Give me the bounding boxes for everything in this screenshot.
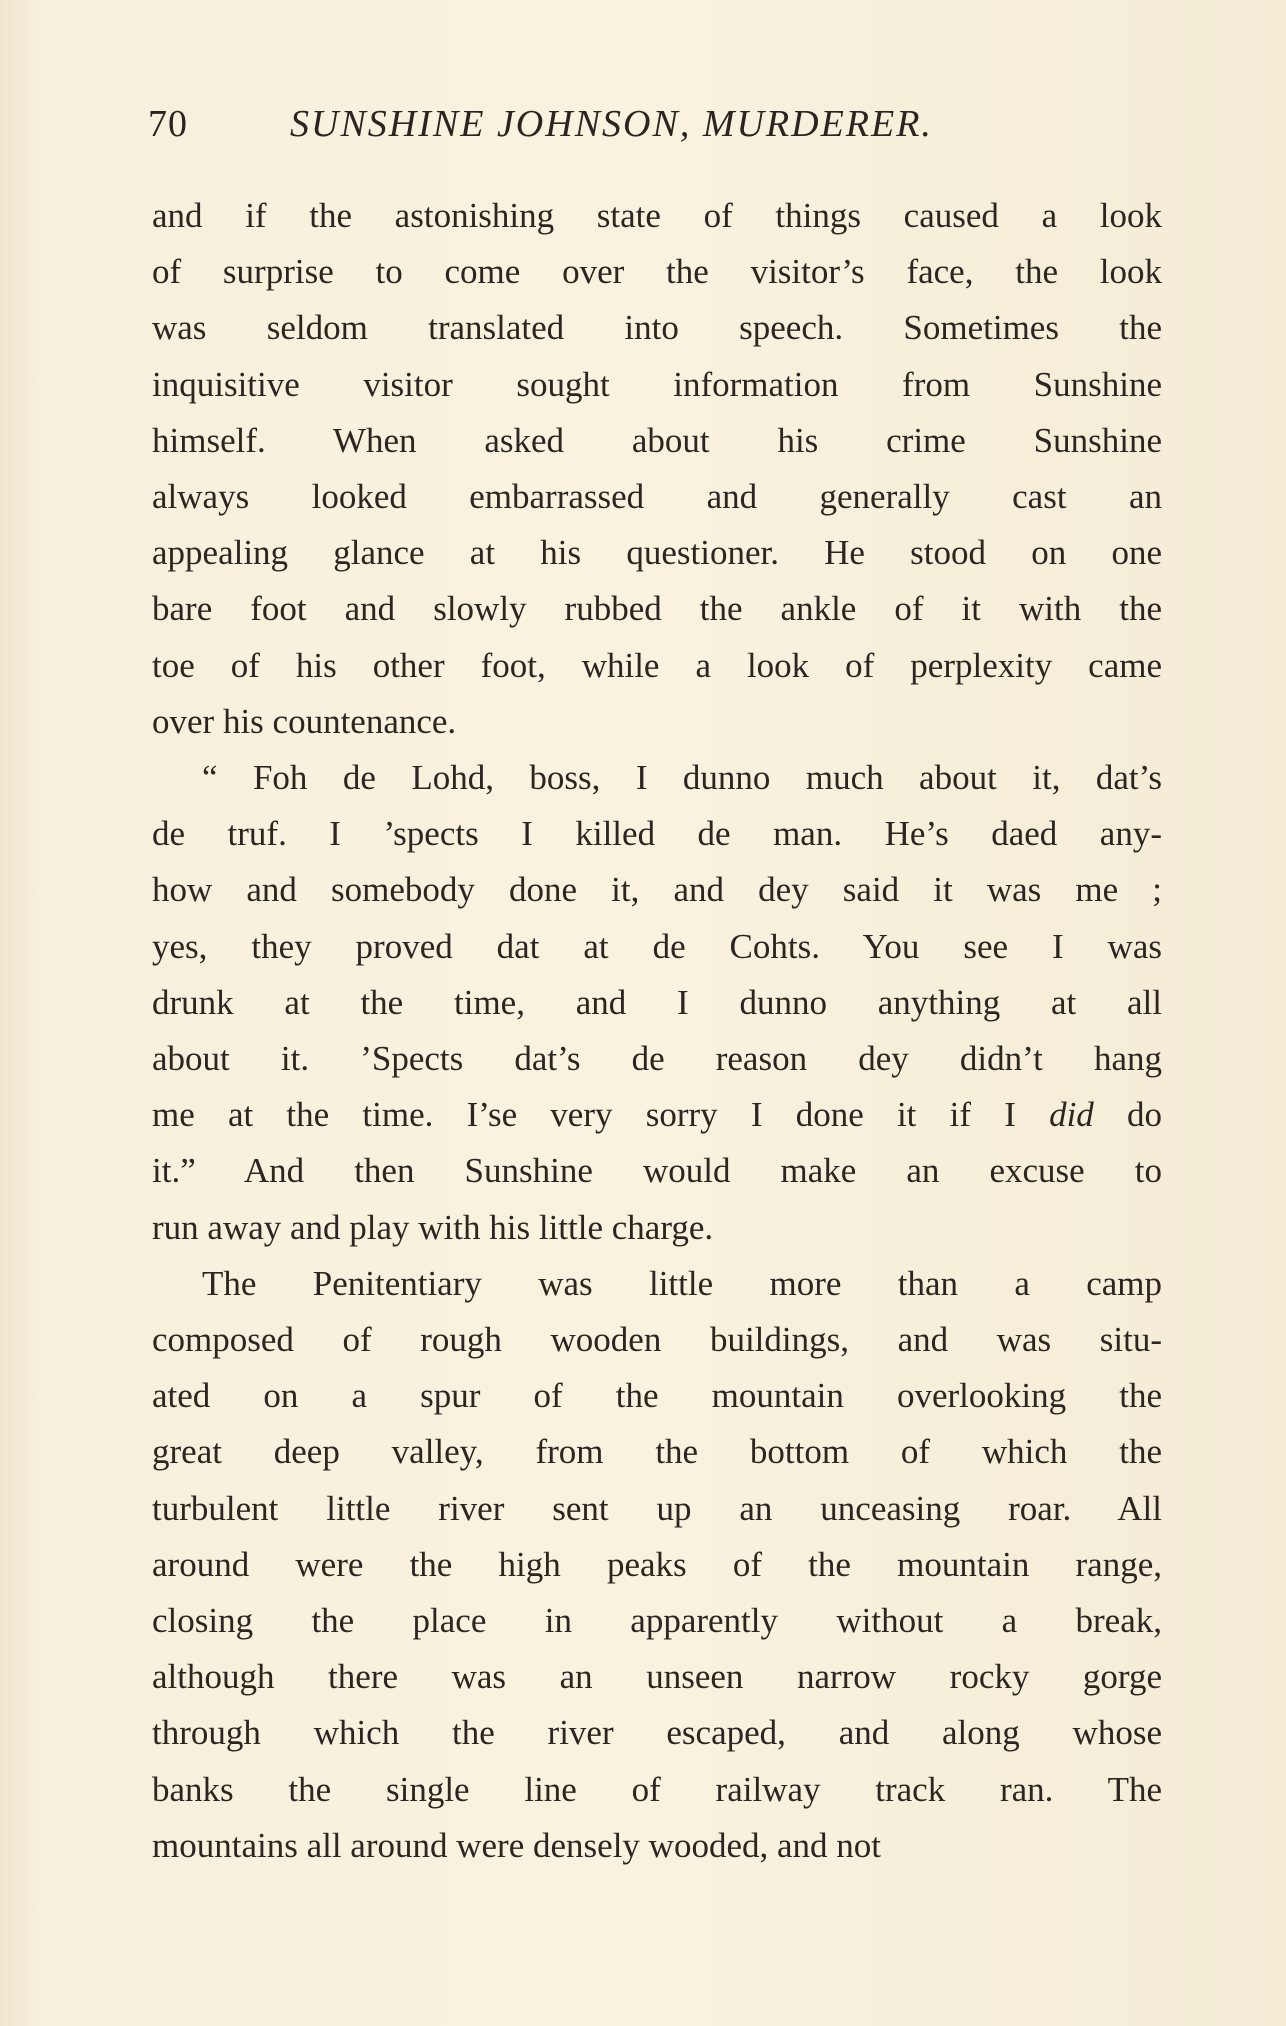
text-line: himself. When asked about his crime Sunshine [152,420,1162,460]
line-part: do [1093,1095,1163,1135]
text-line: de truf. I ’spects I killed de man. He’s daed any- [152,814,1162,854]
text-line: The Penitentiary was little more than a camp [202,1263,1162,1303]
text-line: “ Foh de Lohd, boss, I dunno much about it, dat’s [202,758,1162,798]
text-line: drunk at the time, and I dunno anything at all [152,982,1162,1022]
running-title: SUNSHINE JOHNSON, MURDERER. [290,103,933,145]
text-line: always looked embarrassed and generally cast an [152,477,1162,517]
text-line: it.” And then Sunshine would make an excuse to [152,1151,1162,1191]
line-part: me at the time. I’se very sorry I done it if I [152,1095,1050,1135]
text-line: of surprise to come over the visitor’s face, the look [152,252,1162,292]
text-line: was seldom translated into speech. Sometimes the [152,308,1162,348]
text-line: through which the river escaped, and along whose [152,1713,1162,1753]
text-line: inquisitive visitor sought information from Sunshine [152,364,1162,404]
text-line: over his countenance. [152,701,457,741]
page-header [148,96,1048,156]
text-line: great deep valley, from the bottom of which the [152,1432,1162,1472]
text-line: how and somebody done it, and dey said it was me ; [152,870,1162,910]
text-line: bare foot and slowly rubbed the ankle of it with the [152,589,1162,629]
emphasized-word: did [1049,1095,1094,1135]
text-line-with-emphasis [152,1087,1162,1143]
text-line: closing the place in apparently without a break, [152,1601,1162,1641]
text-line: ated on a spur of the mountain overlooking the [152,1376,1162,1416]
text-line: about it. ’Spects dat’s de reason dey didn’t hang [152,1039,1162,1079]
page-number: 70 [148,103,188,145]
text-line: appealing glance at his questioner. He stood on one [152,533,1162,573]
text-line: banks the single line of railway track ran. The [152,1769,1162,1809]
text-line: around were the high peaks of the mountain range, [152,1544,1162,1584]
text-line: composed of rough wooden buildings, and was situ- [152,1320,1162,1360]
text-line: although there was an unseen narrow rocky gorge [152,1657,1162,1697]
text-line: mountains all around were densely wooded, and not [152,1825,881,1865]
page-text [152,188,1162,1874]
text-line: run away and play with his little charge. [152,1207,714,1247]
text-line: and if the astonishing state of things caused a look [152,196,1162,235]
text-line: yes, they proved dat at de Cohts. You see I was [152,926,1162,966]
text-line: toe of his other foot, while a look of perplexity came [152,645,1162,685]
text-line: turbulent little river sent up an unceasing roar. All [152,1488,1162,1528]
